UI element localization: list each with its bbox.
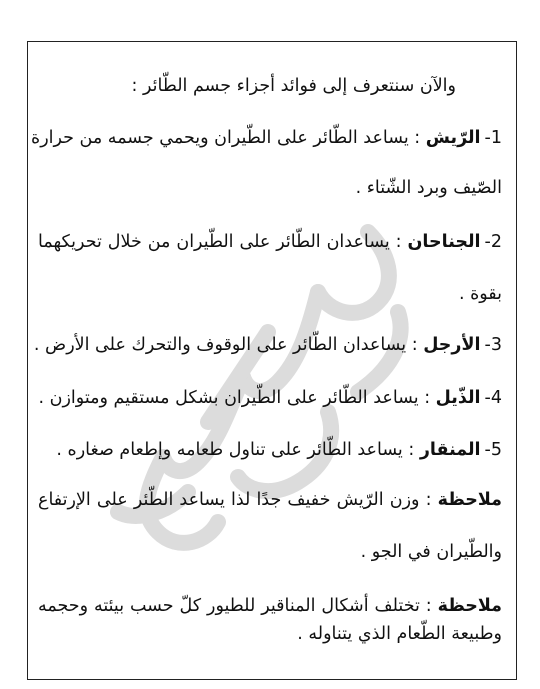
item-description: : يساعد الطّائر على الطّيران بشكل مستقيم ومتوازن . [38,388,436,408]
intro-line [38,74,456,98]
item-1-line2 [38,176,502,200]
item-2-line1 [38,230,502,254]
item-number: 2- [484,232,502,252]
item-term: الجناحان [407,232,481,252]
note-2-line1 [38,594,502,618]
item-number: 4- [484,388,502,408]
note-label: ملاحظة [437,490,502,510]
item-term: الرّيش [425,128,481,148]
item-description: : يساعدان الطّائر على الوقوف والتحرك على الأرض . [33,335,424,355]
intro-text: والآن سنتعرف إلى فوائد أجزاء جسم الطّائر : [131,76,456,96]
note-text: : وزن الرّيش خفيف جدًا لذا يساعد الطّئر على الإرتفاع [38,490,438,510]
item-3-line1 [33,333,502,357]
item-description: : يساعد الطّائر على الطّيران ويحمي جسمه من حرارة [31,128,426,148]
item-2-line2 [38,282,502,306]
note-1-line2 [38,540,502,564]
item-number: 3- [484,335,502,355]
note-text: : تختلف أشكال المناقير للطيور كلّ حسب بيئته وحجمه [38,596,438,616]
item-4-line1 [38,386,502,410]
item-term: المنقار [419,440,481,460]
item-term: الأرجل [423,335,481,355]
note-text-cont: وطبيعة الطّعام الذي يتناوله . [297,624,502,644]
item-5-line1 [38,438,502,462]
item-number: 1- [484,128,502,148]
item-description-cont: بقوة . [458,284,502,304]
item-term: الذّيل [435,388,481,408]
item-number: 5- [484,440,502,460]
item-description: : يساعد الطّائر على تناول طعامه وإطعام صغاره . [56,440,420,460]
item-1-line1 [31,126,502,150]
note-label: ملاحظة [437,596,502,616]
item-description-cont: الصّيف وبرد الشّتاء . [355,178,502,198]
note-1-line1 [38,488,502,512]
item-description: : يساعدان الطّائر على الطّيران من خلال تحريكهما [38,232,408,252]
note-2-line2 [38,622,502,646]
document-frame [27,41,517,680]
note-text-cont: والطّيران في الجو . [360,542,502,562]
